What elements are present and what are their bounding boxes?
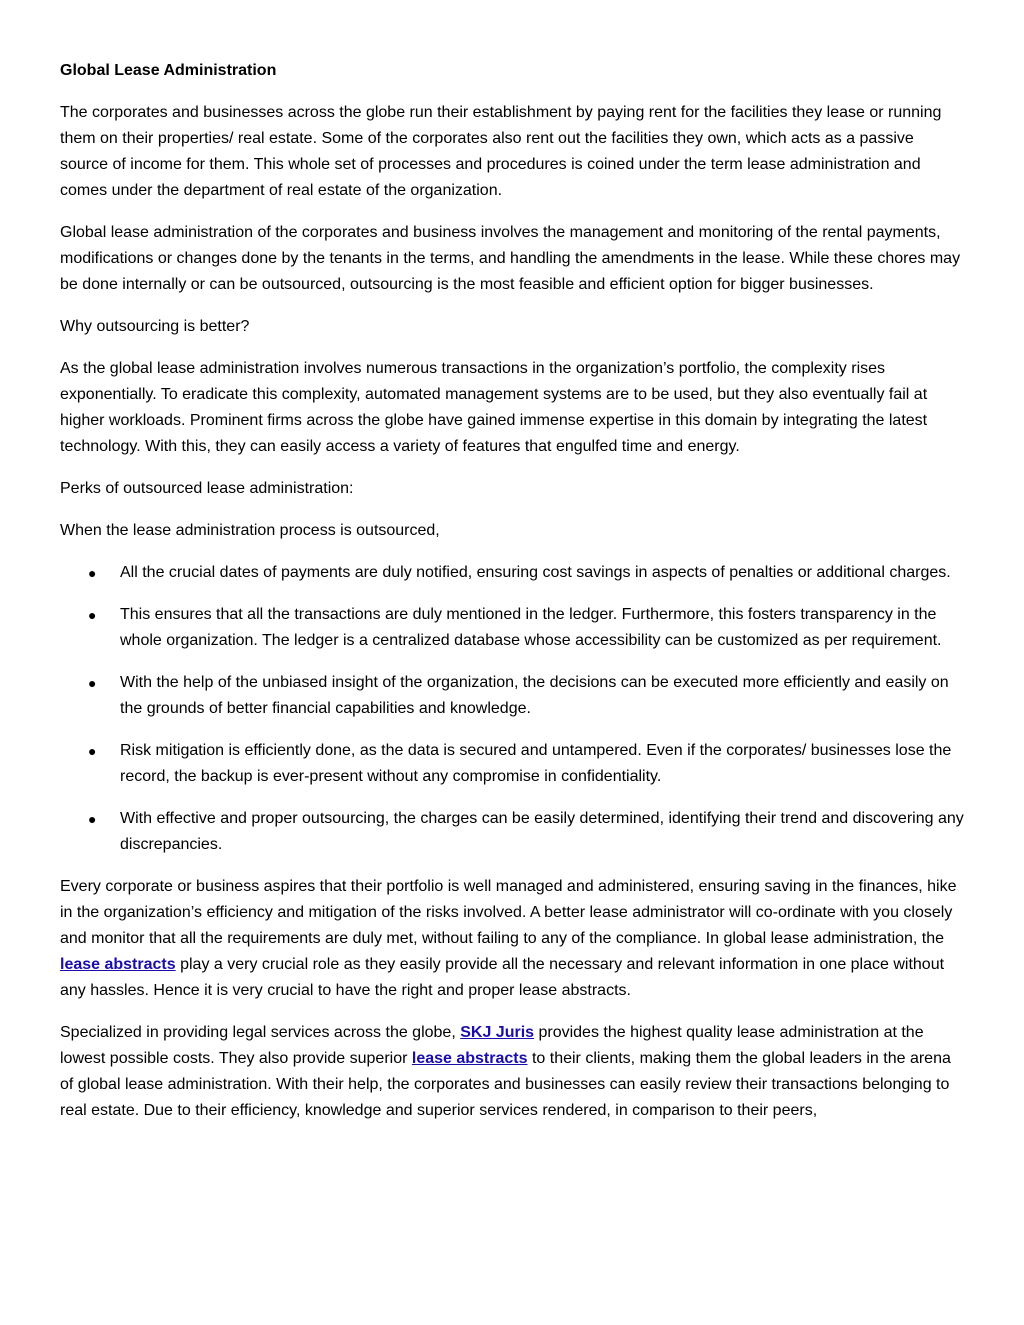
list-item-text: With the help of the unbiased insight of the organization, the decisions can be executed more efficiently and easily on the grounds of better financial capabilities and knowledge. xyxy=(120,674,949,717)
paragraph-text: play a very crucial role as they easily provide all the necessary and relevant information in one place without any hassles. Hence it is very crucial to have the right and proper lease abstracts. xyxy=(60,956,945,999)
list-item-text: All the crucial dates of payments are duly notified, ensuring cost savings in aspects of penalties or additional charges. xyxy=(120,564,951,581)
list-item xyxy=(60,670,965,722)
document-title: Global Lease Administration xyxy=(60,62,277,79)
paragraph-text: Specialized in providing legal services across the globe, xyxy=(60,1024,461,1041)
heading-perks: Perks of outsourced lease administration: xyxy=(60,480,354,497)
paragraph-skj-juris xyxy=(60,1020,965,1124)
paragraph-text: to their clients, making them the global leaders in the arena of global lease administration. With their help, the corporates and businesses can easily review their transactions belonging to real estate. Due to their efficiency, knowledge and superior services rendered, in comparison to their peers, xyxy=(60,1050,951,1119)
bullet-icon: ● xyxy=(88,811,97,827)
paragraph-portfolio xyxy=(60,874,965,1004)
paragraph-intro: The corporates and businesses across the globe run their establishment by paying rent for the facilities they lease or running them on their properties/ real estate. Some of the corporates also rent out the facilities they own, which acts as a passive source of income for them. This whole set of processes and procedures is coined under the term lease administration and comes under the department of real estate of the organization. xyxy=(60,104,942,199)
lease-abstracts-link-2[interactable]: lease abstracts xyxy=(411,1050,528,1067)
list-item xyxy=(60,560,965,586)
bullet-icon: ● xyxy=(88,607,97,623)
paragraph-global-lease: Global lease administration of the corporates and business involves the management and monitoring of the rental payments, modifications or changes done by the tenants in the terms, and handling the amendments in the lease. While these chores may be done internally or can be outsourced, outsourcing is the most feasible and efficient option for bigger businesses. xyxy=(60,224,961,293)
document-page xyxy=(60,58,965,1140)
list-item xyxy=(60,602,965,654)
bullet-icon: ● xyxy=(88,675,97,691)
list-item-text: Risk mitigation is efficiently done, as the data is secured and untampered. Even if the corporates/ businesses lose the record, the backup is ever-present without any compromise in confidentiality. xyxy=(120,742,952,785)
perks-list xyxy=(60,560,965,858)
paragraph-list-intro: When the lease administration process is outsourced, xyxy=(60,522,440,539)
bullet-icon: ● xyxy=(88,565,97,581)
list-item-text: With effective and proper outsourcing, the charges can be easily determined, identifying their trend and discovering any discrepancies. xyxy=(120,810,964,853)
heading-why-outsourcing: Why outsourcing is better? xyxy=(60,318,250,335)
bullet-icon: ● xyxy=(88,743,97,759)
paragraph-text: provides the highest quality lease administration at the lowest possible costs. They also provide superior xyxy=(60,1024,924,1067)
list-item xyxy=(60,738,965,790)
list-item xyxy=(60,806,965,858)
list-item-text: This ensures that all the transactions are duly mentioned in the ledger. Furthermore, this fosters transparency in the whole organization. The ledger is a centralized database whose accessibility can be customized as per requirement. xyxy=(120,606,942,649)
skj-juris-link[interactable]: SKJ Juris xyxy=(460,1024,535,1041)
lease-abstracts-link[interactable]: lease abstracts xyxy=(60,956,176,973)
paragraph-text: Every corporate or business aspires that their portfolio is well managed and administered, ensuring saving in the finances, hike in the organization’s efficiency and mitigation of the risks involved. A better lease administrator will co-ordinate with you closely and monitor that all the requirements are duly met, without failing to any of the compliance. In global lease administration, the xyxy=(60,878,957,947)
paragraph-complexity: As the global lease administration involves numerous transactions in the organization’s portfolio, the complexity rises exponentially. To eradicate this complexity, automated management systems are to be used, but they also eventually fail at higher workloads. Prominent firms across the globe have gained immense expertise in this domain by integrating the latest technology. With this, they can easily access a variety of features that engulfed time and energy. xyxy=(60,360,928,455)
